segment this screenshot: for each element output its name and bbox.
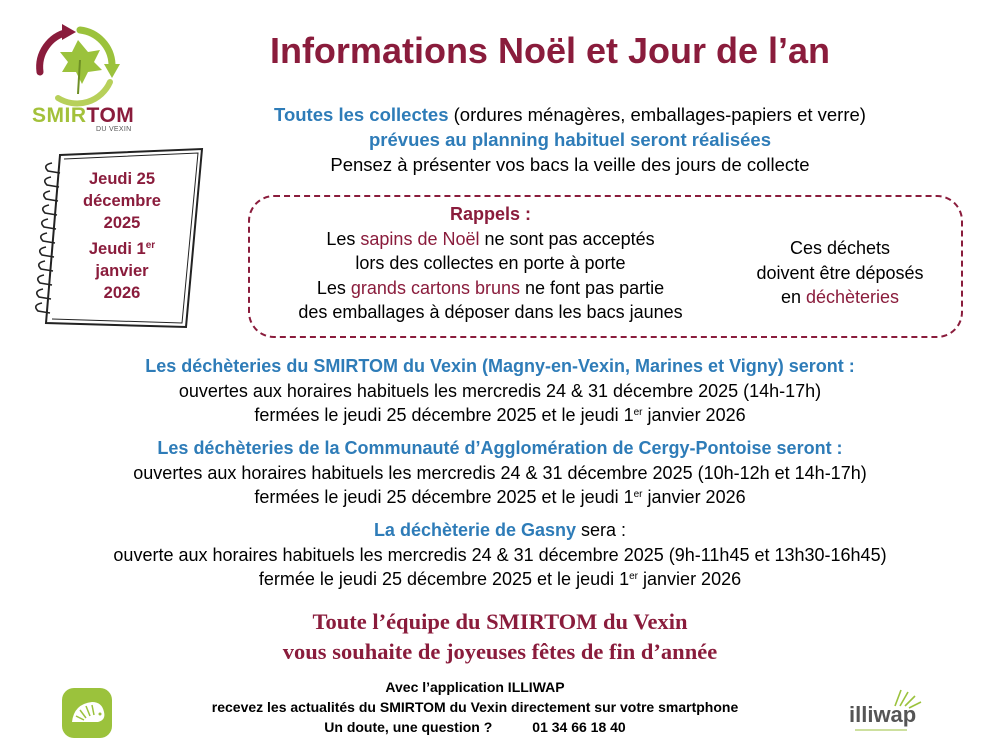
side-note-line2: doivent être déposés [756,262,924,283]
footer-news-line: recevez les actualités du SMIRTOM du Vexin directement sur votre smartphone [211,699,739,715]
intro-highlight: Toutes les collectes [274,104,449,125]
date2-line3: 2026 [103,284,141,302]
section-closed-dates: fermée le jeudi 25 décembre 2025 et le jeudi 1er janvier 2026 [258,569,742,589]
reminder-line3: Les grands cartons bruns ne font pas partie [316,277,665,298]
footer-info [150,677,800,737]
footer-app-line: Avec l’application ILLIWAP [385,679,565,695]
holiday-dates [62,168,182,304]
leaf-recycle-icon [18,20,138,110]
illiwap-wordmark: illiwap [849,702,917,727]
reminder-line4: des emballages à déposer dans les bacs jaunes [298,302,683,322]
date1-line2: décembre [83,192,161,210]
phone-number[interactable]: 01 34 66 18 40 [532,719,626,735]
section-closed-dates: fermées le jeudi 25 décembre 2025 et le jeudi 1er janvier 2026 [254,487,746,507]
greeting-line1: Toute l’équipe du SMIRTOM du Vexin [312,609,688,634]
section-open-hours: ouvertes aux horaires habituels les mercredis 24 & 31 décembre 2025 (10h-12h et 14h-17h) [133,462,867,483]
section-smirtom-dechetteries [20,354,980,428]
section-heading: Les déchèteries du SMIRTOM du Vexin (Magny-en-Vexin, Marines et Vigny) seront : [145,356,855,376]
greeting-line2: vous souhaite de joyeuses fêtes de fin d’année [282,639,718,664]
reminder-text [258,202,723,325]
reminder-side-note [730,236,950,310]
logo-wordmark: SMIRTOM [32,104,135,127]
date1-line3: 2025 [103,214,141,232]
page-title: Informations Noël et Jour de l’an [269,30,831,71]
section-gasny-dechetterie [20,518,980,592]
section-open-hours: ouverte aux horaires habituels les mercredis 24 & 31 décembre 2025 (9h-11h45 et 13h30-16h45) [113,544,887,565]
section-closed-dates: fermées le jeudi 25 décembre 2025 et le jeudi 1er janvier 2026 [254,405,746,425]
date2-line2: janvier [95,262,149,280]
date2-line1: Jeudi 1er [88,240,156,258]
hedgehog-app-icon [62,688,112,738]
reminder-title: Rappels : [449,204,532,224]
section-cergy-dechetteries [20,436,980,510]
intro-line3: Pensez à présenter vos bacs la veille des jours de collecte [330,154,810,175]
intro-line2: prévues au planning habituel seront réalisées [369,129,771,150]
section-heading: La déchèterie de Gasny sera : [373,520,627,540]
section-heading: Les déchèteries de la Communauté d’Agglomération de Cergy-Pontoise seront : [157,438,843,458]
illiwap-logo [845,686,935,736]
side-note-line3: en déchèteries [780,287,900,307]
section-open-hours: ouvertes aux horaires habituels les mercredis 24 & 31 décembre 2025 (14h-17h) [178,380,822,401]
date1-line1: Jeudi 25 [88,170,156,188]
footer-contact-line: Un doute, une question ? 01 34 66 18 40 [324,719,626,735]
season-greeting [100,607,900,667]
intro-line1-rest: (ordures ménagères, emballages-papiers et verre) [448,104,866,125]
smirtom-logo [18,20,138,135]
logo-subtitle: DU VEXIN [96,126,132,133]
side-note-line1: Ces déchets [789,238,891,258]
reminder-line1: Les sapins de Noël ne sont pas acceptés [326,228,655,249]
reminder-line2: lors des collectes en porte à porte [355,253,626,273]
collection-info [225,102,915,177]
